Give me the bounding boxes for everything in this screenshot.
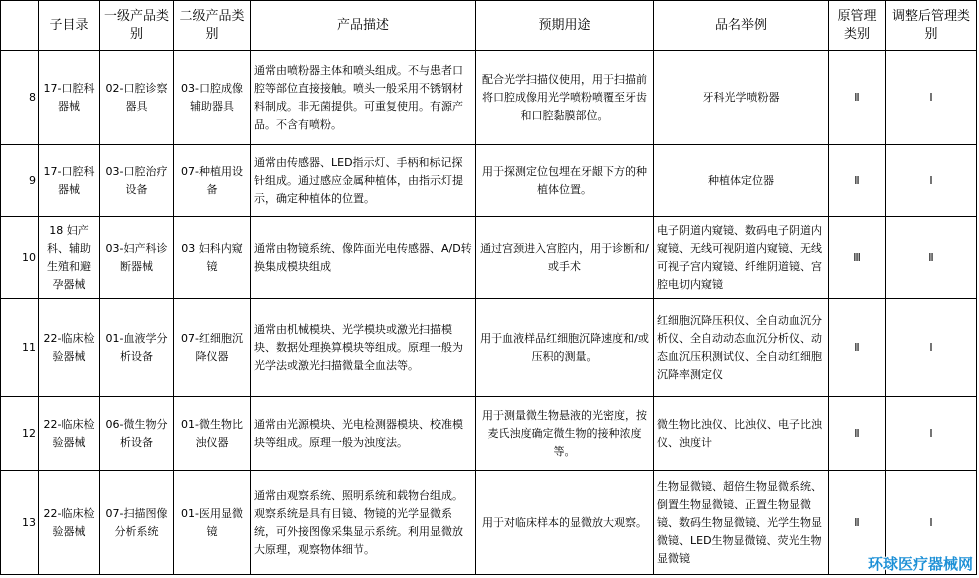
examples-cell: 微生物比浊仪、比浊仪、电子比浊仪、浊度计 [654,397,829,471]
header-secondary-category: 二级产品类别 [174,1,251,51]
table-row [1,299,977,397]
adjusted-class-cell: Ⅰ [886,145,977,217]
adjusted-class-cell: Ⅰ [886,299,977,397]
description-cell: 通常由喷粉器主体和喷头组成。不与患者口腔等部位直接接触。喷头一般采用不锈钢材料制成。非无菌提供。可重复使用。有源产品。不含有喷粉。 [251,51,476,145]
row-number: 8 [1,51,39,145]
site-watermark: 环球医疗器械网 [867,555,973,573]
description-cell: 通常由光源模块、光电检测器模块、校准模块等组成。原理一般为浊度法。 [251,397,476,471]
primary-category-cell: 06-微生物分析设备 [100,397,174,471]
row-number: 12 [1,397,39,471]
row-number: 11 [1,299,39,397]
examples-cell: 红细胞沉降压积仪、全自动血沉分析仪、全自动动态血沉分析仪、动态血沉压积测试仪、全自动红细胞沉降率测定仪 [654,299,829,397]
secondary-category-cell: 03 妇科内窥镜 [174,217,251,299]
header-product-examples: 品名举例 [654,1,829,51]
table-row [1,397,977,471]
subdirectory-cell: 17-口腔科器械 [39,51,100,145]
header-row [1,1,977,51]
primary-category-cell: 01-血液学分析设备 [100,299,174,397]
adjusted-class-cell: Ⅰ [886,471,977,575]
subdirectory-cell: 17-口腔科器械 [39,145,100,217]
primary-category-cell: 02-口腔诊察器具 [100,51,174,145]
adjusted-class-cell: Ⅱ [886,217,977,299]
examples-cell: 电子阴道内窥镜、数码电子阴道内窥镜、无线可视阴道内窥镜、无线可视子宫内窥镜、纤维阴道镜、宫腔电切内窥镜 [654,217,829,299]
header-primary-category: 一级产品类别 [100,1,174,51]
original-class-cell: Ⅱ [829,471,886,575]
header-product-description: 产品描述 [251,1,476,51]
original-class-cell: Ⅱ [829,299,886,397]
examples-cell: 种植体定位器 [654,145,829,217]
header-subdirectory: 子目录 [39,1,100,51]
adjusted-class-cell: Ⅰ [886,51,977,145]
original-class-cell: Ⅱ [829,51,886,145]
table-row [1,471,977,575]
examples-cell: 生物显微镜、超倍生物显微系统、倒置生物显微镜、正置生物显微镜、数码生物显微镜、光学生物显微镜、LED生物显微镜、荧光生物显微镜 [654,471,829,575]
table-row [1,217,977,299]
original-class-cell: Ⅲ [829,217,886,299]
subdirectory-cell: 18 妇产科、辅助生殖和避孕器械 [39,217,100,299]
description-cell: 通常由物镜系统、像阵面光电传感器、A/D转换集成模块组成 [251,217,476,299]
header-adjusted-class: 调整后管理类别 [886,1,977,51]
header-original-class: 原管理类别 [829,1,886,51]
row-number: 13 [1,471,39,575]
intended-use-cell: 用于测量微生物悬液的光密度，按麦氏浊度确定微生物的接种浓度等。 [476,397,654,471]
secondary-category-cell: 03-口腔成像辅助器具 [174,51,251,145]
original-class-cell: Ⅱ [829,145,886,217]
primary-category-cell: 03-口腔治疗设备 [100,145,174,217]
primary-category-cell: 03-妇产科诊断器械 [100,217,174,299]
subdirectory-cell: 22-临床检验器械 [39,471,100,575]
table-row [1,145,977,217]
primary-category-cell: 07-扫描图像分析系统 [100,471,174,575]
secondary-category-cell: 07-种植用设备 [174,145,251,217]
subdirectory-cell: 22-临床检验器械 [39,299,100,397]
intended-use-cell: 配合光学扫描仪使用，用于扫描前将口腔成像用光学喷粉喷覆至牙齿和口腔黏膜部位。 [476,51,654,145]
adjusted-class-cell: Ⅰ [886,397,977,471]
intended-use-cell: 用于血液样品红细胞沉降速度和/或压积的测量。 [476,299,654,397]
row-number: 9 [1,145,39,217]
subdirectory-cell: 22-临床检验器械 [39,397,100,471]
description-cell: 通常由机械模块、光学模块或激光扫描模块、数据处理换算模块等组成。原理一般为光学法或激光扫描微量全血法等。 [251,299,476,397]
header-index [1,1,39,51]
intended-use-cell: 用于探测定位包埋在牙龈下方的种植体位置。 [476,145,654,217]
description-cell: 通常由传感器、LED指示灯、手柄和标记探针组成。通过感应金属种植体，由指示灯提示，确定种植体的位置。 [251,145,476,217]
secondary-category-cell: 01-医用显微镜 [174,471,251,575]
row-number: 10 [1,217,39,299]
intended-use-cell: 用于对临床样本的显微放大观察。 [476,471,654,575]
secondary-category-cell: 01-微生物比浊仪器 [174,397,251,471]
table-row [1,51,977,145]
examples-cell: 牙科光学喷粉器 [654,51,829,145]
intended-use-cell: 通过宫颈进入宫腔内，用于诊断和/或手术 [476,217,654,299]
description-cell: 通常由观察系统、照明系统和载物台组成。观察系统是具有目镜、物镜的光学显微系统，可外接图像采集显示系统。利用显微放大原理，观察物体细节。 [251,471,476,575]
original-class-cell: Ⅱ [829,397,886,471]
secondary-category-cell: 07-红细胞沉降仪器 [174,299,251,397]
header-intended-use: 预期用途 [476,1,654,51]
